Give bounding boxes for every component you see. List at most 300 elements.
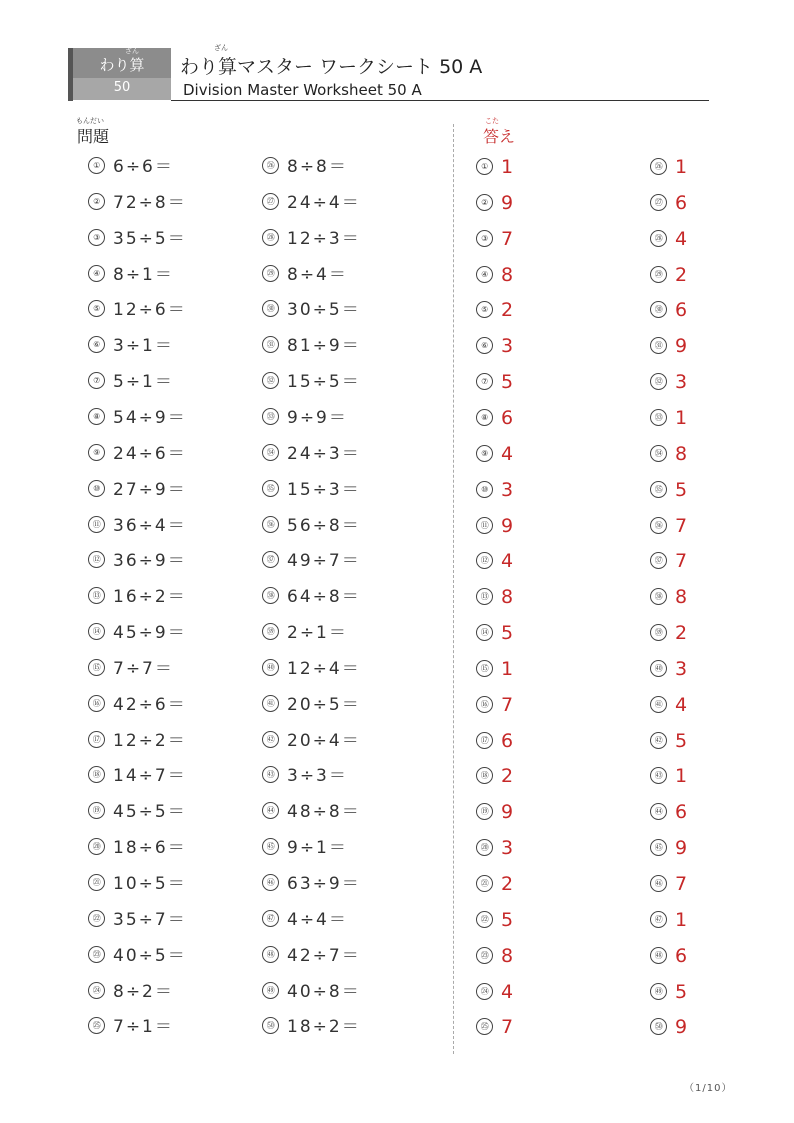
answer-item: [650, 221, 687, 257]
question-number: ⑤: [88, 300, 105, 317]
question-number: ㉘: [262, 229, 279, 246]
question-item: [262, 794, 361, 830]
question-expression: 12÷3＝: [287, 229, 361, 249]
answer-number: ㊸: [650, 767, 667, 784]
answer-number: ③: [476, 230, 493, 247]
question-number: ㉕: [88, 1017, 105, 1034]
answer-item: [476, 472, 513, 508]
answer-value: 9: [501, 515, 514, 537]
answer-item: [476, 723, 513, 759]
question-item: [88, 149, 174, 185]
question-number: ㉑: [88, 874, 105, 891]
question-expression: 45÷5＝: [113, 802, 187, 822]
question-item: [262, 328, 361, 364]
answer-item: [476, 866, 513, 902]
answer-number: ②: [476, 194, 493, 211]
question-expression: 36÷4＝: [113, 516, 187, 536]
answer-item: [650, 723, 687, 759]
question-item: [262, 579, 361, 615]
question-expression: 6÷6＝: [113, 157, 174, 177]
question-number: ㊲: [262, 551, 279, 568]
answer-value: 3: [501, 479, 514, 501]
question-item: [88, 292, 187, 328]
answer-item: [476, 687, 513, 723]
answer-number: ㊺: [650, 839, 667, 856]
answer-value: 9: [675, 335, 688, 357]
question-item: [88, 902, 187, 938]
question-number: ⑰: [88, 731, 105, 748]
answer-item: [650, 866, 687, 902]
question-number: ㉟: [262, 480, 279, 497]
answer-value: 9: [501, 801, 514, 823]
answer-number: ㊷: [650, 732, 667, 749]
answer-number: ㉘: [650, 230, 667, 247]
answer-item: [650, 938, 687, 974]
answer-number: ㊱: [650, 517, 667, 534]
question-expression: 64÷8＝: [287, 587, 361, 607]
answer-number: ㉖: [650, 158, 667, 175]
question-number: ㊿: [262, 1017, 279, 1034]
question-item: [262, 758, 348, 794]
question-expression: 30÷5＝: [287, 300, 361, 320]
question-expression: 12÷4＝: [287, 659, 361, 679]
question-number: ⑮: [88, 659, 105, 676]
answer-value: 6: [501, 730, 514, 752]
question-number: ⑧: [88, 408, 105, 425]
question-number: ⑬: [88, 587, 105, 604]
answer-value: 4: [675, 228, 688, 250]
question-expression: 18÷2＝: [287, 1017, 361, 1037]
questions-ruby: もんだい: [76, 117, 104, 125]
question-item: [262, 830, 348, 866]
answer-number: ⑨: [476, 445, 493, 462]
answer-value: 6: [675, 945, 688, 967]
answer-item: [650, 830, 687, 866]
question-expression: 24÷4＝: [287, 193, 361, 213]
answer-value: 9: [675, 1016, 688, 1038]
label-number: 50: [113, 80, 131, 95]
answer-item: [476, 830, 513, 866]
answer-value: 9: [675, 837, 688, 859]
question-item: [262, 185, 361, 221]
question-expression: 48÷8＝: [287, 802, 361, 822]
question-number: ⑭: [88, 623, 105, 640]
question-number: ⑯: [88, 695, 105, 712]
question-number: ㊱: [262, 516, 279, 533]
question-item: [88, 687, 187, 723]
question-item: [262, 436, 361, 472]
question-number: ㊾: [262, 982, 279, 999]
question-item: [262, 723, 361, 759]
answer-item: [476, 328, 513, 364]
question-number: ㊷: [262, 731, 279, 748]
question-item: [88, 543, 187, 579]
question-expression: 8÷4＝: [287, 265, 348, 285]
question-number: ⑩: [88, 480, 105, 497]
question-expression: 54÷9＝: [113, 408, 187, 428]
answer-value: 7: [675, 515, 688, 537]
question-number: ㉔: [88, 982, 105, 999]
answer-number: ㊿: [650, 1018, 667, 1035]
answer-value: 5: [675, 730, 688, 752]
answer-number: ⑳: [476, 839, 493, 856]
answer-value: 2: [501, 765, 514, 787]
answer-number: ㉚: [650, 301, 667, 318]
question-number: ㊺: [262, 838, 279, 855]
question-number: ⑳: [88, 838, 105, 855]
answer-item: [650, 292, 687, 328]
answer-value: 6: [501, 407, 514, 429]
answer-number: ㊶: [650, 696, 667, 713]
answer-value: 1: [675, 765, 688, 787]
question-number: ①: [88, 157, 105, 174]
answer-number: ⑭: [476, 624, 493, 641]
question-expression: 10÷5＝: [113, 874, 187, 894]
question-item: [88, 328, 174, 364]
question-expression: 5÷1＝: [113, 372, 174, 392]
question-item: [262, 974, 361, 1010]
question-number: ㊴: [262, 623, 279, 640]
answer-item: [650, 579, 687, 615]
answer-item: [476, 364, 513, 400]
question-number: ㉚: [262, 300, 279, 317]
answer-value: 1: [675, 156, 688, 178]
answer-value: 5: [501, 371, 514, 393]
question-item: [88, 830, 187, 866]
answer-item: [476, 938, 513, 974]
answer-item: [476, 758, 513, 794]
header-rule: [171, 100, 709, 101]
question-expression: 12÷6＝: [113, 300, 187, 320]
question-number: ㊳: [262, 587, 279, 604]
question-expression: 35÷7＝: [113, 910, 187, 930]
question-item: [88, 472, 187, 508]
answer-value: 1: [501, 156, 514, 178]
question-number: ㊶: [262, 695, 279, 712]
question-number: ㉝: [262, 408, 279, 425]
answer-item: [476, 257, 513, 293]
question-number: ②: [88, 193, 105, 210]
question-expression: 81÷9＝: [287, 336, 361, 356]
question-item: [88, 364, 174, 400]
answer-value: 4: [501, 981, 514, 1003]
answer-number: ㉜: [650, 373, 667, 390]
question-expression: 16÷2＝: [113, 587, 187, 607]
question-expression: 35÷5＝: [113, 229, 187, 249]
answer-number: ㉓: [476, 947, 493, 964]
answer-number: ⑮: [476, 660, 493, 677]
answer-number: ㉔: [476, 983, 493, 1000]
answer-item: [650, 543, 687, 579]
answer-item: [650, 615, 687, 651]
question-item: [88, 400, 187, 436]
answer-value: 9: [501, 192, 514, 214]
answers-heading: 答え: [483, 127, 516, 146]
answer-number: ㉟: [650, 481, 667, 498]
answer-value: 2: [675, 264, 688, 286]
question-number: ④: [88, 265, 105, 282]
question-number: ㊽: [262, 946, 279, 963]
question-expression: 3÷3＝: [287, 766, 348, 786]
question-item: [88, 508, 187, 544]
answer-number: ⑲: [476, 803, 493, 820]
question-expression: 3÷1＝: [113, 336, 174, 356]
answer-number: ㉛: [650, 337, 667, 354]
question-expression: 27÷9＝: [113, 480, 187, 500]
answer-number: ㊼: [650, 911, 667, 928]
question-expression: 15÷5＝: [287, 372, 361, 392]
answer-value: 5: [501, 909, 514, 931]
question-expression: 42÷6＝: [113, 695, 187, 715]
answer-number: ㊾: [650, 983, 667, 1000]
question-number: ⑪: [88, 516, 105, 533]
answer-value: 3: [675, 658, 688, 680]
question-expression: 56÷8＝: [287, 516, 361, 536]
answer-number: ⑬: [476, 588, 493, 605]
answer-item: [650, 364, 687, 400]
answer-number: ⑦: [476, 373, 493, 390]
answer-number: ㊲: [650, 552, 667, 569]
answer-value: 6: [675, 801, 688, 823]
answer-number: ㉗: [650, 194, 667, 211]
answer-item: [650, 687, 687, 723]
answer-item: [476, 615, 513, 651]
answer-value: 5: [675, 479, 688, 501]
question-item: [88, 794, 187, 830]
answer-value: 6: [675, 192, 688, 214]
question-number: ㉗: [262, 193, 279, 210]
question-number: ㉒: [88, 910, 105, 927]
question-item: [88, 185, 187, 221]
answer-value: 8: [501, 264, 514, 286]
column-divider: [453, 124, 454, 1054]
answer-item: [650, 257, 687, 293]
question-item: [262, 400, 348, 436]
answer-value: 1: [675, 909, 688, 931]
answer-number: ㊻: [650, 875, 667, 892]
answer-item: [476, 579, 513, 615]
answer-item: [476, 651, 513, 687]
answer-number: ㊵: [650, 660, 667, 677]
answer-number: ⑫: [476, 552, 493, 569]
answer-number: ⑪: [476, 517, 493, 534]
question-number: ㉜: [262, 372, 279, 389]
answer-number: ⑩: [476, 481, 493, 498]
answer-number: ㊳: [650, 588, 667, 605]
answer-value: 1: [501, 658, 514, 680]
question-number: ⑱: [88, 766, 105, 783]
answer-item: [476, 508, 513, 544]
answer-item: [650, 436, 687, 472]
question-item: [262, 472, 361, 508]
question-expression: 40÷5＝: [113, 946, 187, 966]
answer-item: [476, 149, 513, 185]
answer-number: ㉞: [650, 445, 667, 462]
questions-heading: 問題: [77, 127, 110, 146]
question-item: [262, 651, 361, 687]
answer-number: ㊴: [650, 624, 667, 641]
question-expression: 7÷1＝: [113, 1017, 174, 1037]
answer-number: ㉝: [650, 409, 667, 426]
question-item: [88, 651, 174, 687]
answer-value: 8: [675, 443, 688, 465]
question-number: ㉛: [262, 336, 279, 353]
question-expression: 8÷1＝: [113, 265, 174, 285]
answer-item: [650, 758, 687, 794]
question-expression: 18÷6＝: [113, 838, 187, 858]
answer-item: [650, 185, 687, 221]
answer-number: ④: [476, 266, 493, 283]
answer-number: ㉑: [476, 875, 493, 892]
question-expression: 9÷9＝: [287, 408, 348, 428]
answer-item: [650, 328, 687, 364]
question-expression: 12÷2＝: [113, 731, 187, 751]
answer-item: [650, 508, 687, 544]
answer-value: 2: [501, 299, 514, 321]
answer-number: ⑱: [476, 767, 493, 784]
question-item: [262, 902, 348, 938]
answer-number: ①: [476, 158, 493, 175]
answer-value: 7: [675, 873, 688, 895]
question-item: [88, 436, 187, 472]
answer-value: 3: [501, 335, 514, 357]
answer-item: [476, 221, 513, 257]
question-number: ㊻: [262, 874, 279, 891]
answer-value: 8: [501, 586, 514, 608]
question-number: ㉓: [88, 946, 105, 963]
question-expression: 24÷6＝: [113, 444, 187, 464]
question-number: ⑲: [88, 802, 105, 819]
question-item: [88, 974, 174, 1010]
question-item: [262, 543, 361, 579]
question-item: [262, 257, 348, 293]
answer-item: [476, 902, 513, 938]
answer-item: [650, 651, 687, 687]
question-item: [262, 508, 361, 544]
question-item: [262, 364, 361, 400]
question-expression: 45÷9＝: [113, 623, 187, 643]
question-item: [88, 579, 187, 615]
question-number: ⑥: [88, 336, 105, 353]
answer-value: 7: [501, 1016, 514, 1038]
answer-value: 4: [501, 443, 514, 465]
answer-item: [650, 794, 687, 830]
question-number: ㉞: [262, 444, 279, 461]
worksheet-label-box: [68, 48, 171, 101]
question-item: [262, 1009, 361, 1045]
answer-value: 1: [675, 407, 688, 429]
answer-item: [650, 902, 687, 938]
question-item: [262, 292, 361, 328]
answer-item: [476, 292, 513, 328]
page-title: わり算マスター ワークシート 50 A: [180, 56, 483, 78]
answer-item: [476, 543, 513, 579]
answer-value: 2: [501, 873, 514, 895]
page-subtitle: Division Master Worksheet 50 A: [183, 81, 422, 99]
question-number: ㉙: [262, 265, 279, 282]
answer-value: 8: [675, 586, 688, 608]
question-number: ⑫: [88, 551, 105, 568]
answer-value: 4: [501, 550, 514, 572]
answer-value: 3: [501, 837, 514, 859]
answer-number: ㉕: [476, 1018, 493, 1035]
question-item: [88, 1009, 174, 1045]
question-expression: 20÷5＝: [287, 695, 361, 715]
question-expression: 20÷4＝: [287, 731, 361, 751]
question-expression: 2÷1＝: [287, 623, 348, 643]
answer-number: ㉒: [476, 911, 493, 928]
answer-value: 4: [675, 694, 688, 716]
question-number: ㉖: [262, 157, 279, 174]
answer-number: ⑯: [476, 696, 493, 713]
question-expression: 14÷7＝: [113, 766, 187, 786]
label-ruby: ざん: [125, 47, 139, 55]
page-indicator: （1/10）: [684, 1083, 733, 1094]
answers-ruby: こた: [485, 117, 499, 125]
question-expression: 8÷2＝: [113, 982, 174, 1002]
answer-item: [476, 1009, 513, 1045]
answer-value: 6: [675, 299, 688, 321]
question-number: ㊸: [262, 766, 279, 783]
question-number: ㊹: [262, 802, 279, 819]
question-expression: 40÷8＝: [287, 982, 361, 1002]
answer-item: [476, 185, 513, 221]
answer-value: 3: [675, 371, 688, 393]
question-expression: 7÷7＝: [113, 659, 174, 679]
answer-number: ㉙: [650, 266, 667, 283]
question-expression: 4÷4＝: [287, 910, 348, 930]
question-number: ⑨: [88, 444, 105, 461]
answer-item: [650, 149, 687, 185]
answer-number: ⑧: [476, 409, 493, 426]
question-item: [88, 615, 187, 651]
title-ruby: ざん: [214, 44, 228, 52]
question-number: ㊵: [262, 659, 279, 676]
question-item: [262, 687, 361, 723]
question-item: [88, 866, 187, 902]
question-item: [262, 938, 361, 974]
answer-value: 7: [501, 694, 514, 716]
answer-item: [476, 436, 513, 472]
label-text: わり算: [99, 56, 145, 74]
question-expression: 72÷8＝: [113, 193, 187, 213]
question-expression: 15÷3＝: [287, 480, 361, 500]
question-number: ⑦: [88, 372, 105, 389]
question-item: [88, 938, 187, 974]
question-number: ③: [88, 229, 105, 246]
answer-item: [476, 400, 513, 436]
question-item: [262, 221, 361, 257]
answer-number: ⑰: [476, 732, 493, 749]
question-item: [88, 723, 187, 759]
question-expression: 63÷9＝: [287, 874, 361, 894]
answer-value: 7: [675, 550, 688, 572]
question-item: [88, 221, 187, 257]
answer-value: 7: [501, 228, 514, 250]
answer-number: ㊹: [650, 803, 667, 820]
answer-item: [476, 974, 513, 1010]
answer-item: [650, 400, 687, 436]
answer-item: [476, 794, 513, 830]
answer-value: 8: [501, 945, 514, 967]
question-item: [262, 866, 361, 902]
answer-number: ㊽: [650, 947, 667, 964]
question-expression: 36÷9＝: [113, 551, 187, 571]
question-number: ㊼: [262, 910, 279, 927]
answer-number: ⑤: [476, 301, 493, 318]
answer-item: [650, 974, 687, 1010]
question-item: [262, 149, 348, 185]
